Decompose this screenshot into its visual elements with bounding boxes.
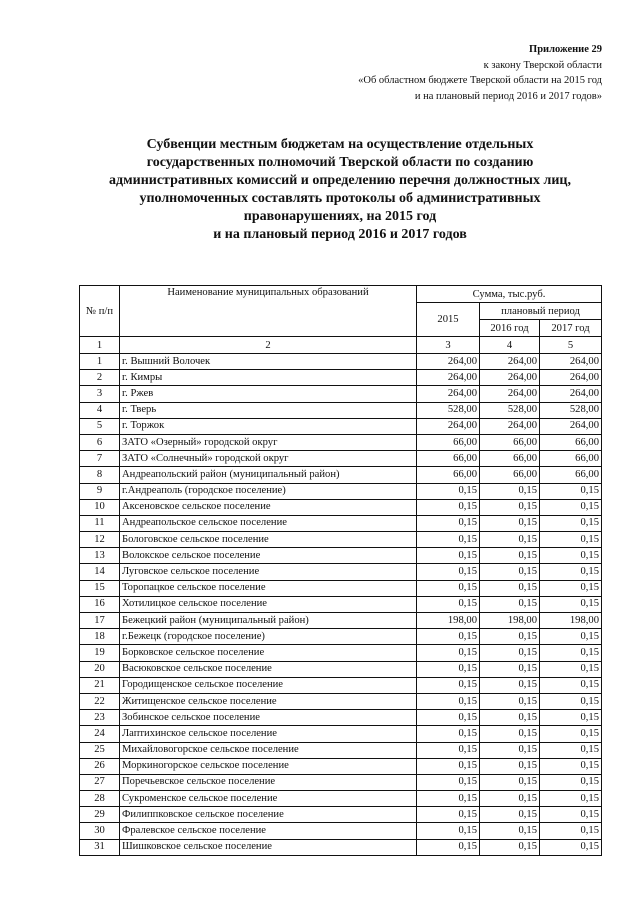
heading-line: государственных полномочий Тверской области по созданию (146, 155, 534, 170)
row-value-2016: 0,15 (480, 839, 540, 855)
row-number: 17 (80, 613, 120, 629)
row-value-2016: 264,00 (480, 386, 540, 402)
row-name: Поречьевское сельское поселение (120, 774, 417, 790)
row-value-2016: 264,00 (480, 370, 540, 386)
row-value-2016: 0,15 (480, 580, 540, 596)
row-value-2015: 0,15 (417, 596, 480, 612)
row-value-2016: 528,00 (480, 402, 540, 418)
row-value-2017: 66,00 (540, 467, 602, 483)
row-name: Лаптихинское сельское поселение (120, 726, 417, 742)
row-number: 8 (80, 467, 120, 483)
row-value-2016: 0,15 (480, 823, 540, 839)
row-name: Андреапольский район (муниципальный район) (120, 467, 417, 483)
row-value-2015: 0,15 (417, 580, 480, 596)
row-value-2016: 66,00 (480, 434, 540, 450)
row-value-2015: 0,15 (417, 726, 480, 742)
row-value-2016: 264,00 (480, 418, 540, 434)
row-number: 30 (80, 823, 120, 839)
table-row (80, 386, 602, 402)
row-name: Моркиногорское сельское поселение (120, 758, 417, 774)
row-value-2017: 0,15 (540, 726, 602, 742)
table-row (80, 402, 602, 418)
row-value-2015: 0,15 (417, 564, 480, 580)
row-number: 10 (80, 499, 120, 515)
index-cell: 3 (417, 337, 480, 354)
row-value-2017: 264,00 (540, 386, 602, 402)
row-number: 5 (80, 418, 120, 434)
row-name: ЗАТО «Озерный» городской округ (120, 434, 417, 450)
row-name: Аксеновское сельское поселение (120, 499, 417, 515)
row-value-2017: 0,15 (540, 661, 602, 677)
row-value-2017: 0,15 (540, 807, 602, 823)
row-value-2016: 0,15 (480, 548, 540, 564)
row-value-2016: 0,15 (480, 742, 540, 758)
col-header-planned: плановый период (480, 303, 602, 320)
row-value-2017: 0,15 (540, 774, 602, 790)
row-number: 13 (80, 548, 120, 564)
row-name: г. Вышний Волочек (120, 354, 417, 370)
row-name: г. Кимры (120, 370, 417, 386)
row-value-2016: 264,00 (480, 354, 540, 370)
table-row (80, 807, 602, 823)
table-row (80, 645, 602, 661)
row-value-2015: 66,00 (417, 467, 480, 483)
table-row (80, 774, 602, 790)
row-name: Зобинское сельское поселение (120, 710, 417, 726)
row-number: 19 (80, 645, 120, 661)
row-value-2017: 198,00 (540, 613, 602, 629)
row-value-2017: 264,00 (540, 418, 602, 434)
row-value-2015: 0,15 (417, 661, 480, 677)
row-name: Волокское сельское поселение (120, 548, 417, 564)
table-row (80, 758, 602, 774)
row-value-2015: 0,15 (417, 839, 480, 855)
row-number: 11 (80, 515, 120, 531)
row-number: 29 (80, 807, 120, 823)
heading-line: Субвенции местным бюджетам на осуществление отдельных (146, 137, 534, 152)
row-number: 23 (80, 710, 120, 726)
row-name: г. Торжок (120, 418, 417, 434)
row-value-2016: 0,15 (480, 596, 540, 612)
row-name: г.Андреаполь (городское поселение) (120, 483, 417, 499)
document-heading (60, 136, 620, 244)
heading-line: и на плановый период 2016 и 2017 годов (213, 227, 467, 242)
row-value-2015: 264,00 (417, 370, 480, 386)
row-name: Бологовское сельское поселение (120, 532, 417, 548)
row-name: Андреапольское сельское поселение (120, 515, 417, 531)
row-name: Васюковское сельское поселение (120, 661, 417, 677)
row-number: 1 (80, 354, 120, 370)
col-header-name: Наименование муниципальных образований (120, 286, 417, 337)
table-row (80, 434, 602, 450)
row-value-2017: 264,00 (540, 370, 602, 386)
table-row (80, 726, 602, 742)
index-row (80, 337, 602, 354)
table-row (80, 791, 602, 807)
row-value-2015: 264,00 (417, 354, 480, 370)
row-value-2015: 264,00 (417, 418, 480, 434)
row-number: 31 (80, 839, 120, 855)
row-number: 18 (80, 629, 120, 645)
table-row (80, 564, 602, 580)
row-value-2017: 66,00 (540, 451, 602, 467)
row-number: 15 (80, 580, 120, 596)
row-number: 20 (80, 661, 120, 677)
row-value-2016: 0,15 (480, 693, 540, 709)
row-name: г.Бежецк (городское поселение) (120, 629, 417, 645)
row-value-2017: 0,15 (540, 483, 602, 499)
row-value-2015: 0,15 (417, 499, 480, 515)
row-value-2015: 0,15 (417, 791, 480, 807)
col-header-num: № п/п (80, 286, 120, 337)
row-name: Борковское сельское поселение (120, 645, 417, 661)
row-value-2017: 0,15 (540, 515, 602, 531)
row-value-2015: 528,00 (417, 402, 480, 418)
table-row (80, 467, 602, 483)
row-name: г. Тверь (120, 402, 417, 418)
row-value-2016: 198,00 (480, 613, 540, 629)
row-value-2017: 0,15 (540, 693, 602, 709)
index-cell: 2 (120, 337, 417, 354)
row-value-2017: 0,15 (540, 677, 602, 693)
row-value-2015: 66,00 (417, 451, 480, 467)
row-number: 28 (80, 791, 120, 807)
row-value-2017: 0,15 (540, 548, 602, 564)
row-name: Шишковское сельское поселение (120, 839, 417, 855)
row-value-2015: 0,15 (417, 548, 480, 564)
row-value-2015: 66,00 (417, 434, 480, 450)
table-row (80, 548, 602, 564)
row-value-2015: 0,15 (417, 742, 480, 758)
row-value-2017: 0,15 (540, 645, 602, 661)
row-value-2015: 0,15 (417, 807, 480, 823)
row-value-2015: 0,15 (417, 515, 480, 531)
row-value-2017: 0,15 (540, 742, 602, 758)
row-name: Луговское сельское поселение (120, 564, 417, 580)
row-value-2017: 66,00 (540, 434, 602, 450)
table-row (80, 370, 602, 386)
row-value-2015: 264,00 (417, 386, 480, 402)
row-number: 26 (80, 758, 120, 774)
row-value-2017: 528,00 (540, 402, 602, 418)
table-row (80, 483, 602, 499)
row-value-2016: 66,00 (480, 451, 540, 467)
row-name: ЗАТО «Солнечный» городской округ (120, 451, 417, 467)
row-value-2016: 0,15 (480, 677, 540, 693)
appendix-title: Приложение 29 (529, 44, 602, 55)
row-value-2016: 0,15 (480, 807, 540, 823)
row-value-2017: 0,15 (540, 823, 602, 839)
row-value-2017: 0,15 (540, 839, 602, 855)
table-row (80, 693, 602, 709)
col-header-2017: 2017 год (540, 320, 602, 337)
row-value-2017: 0,15 (540, 580, 602, 596)
row-name: Торопацкое сельское поселение (120, 580, 417, 596)
row-value-2015: 0,15 (417, 758, 480, 774)
row-value-2016: 0,15 (480, 661, 540, 677)
col-header-sum: Сумма, тыс.руб. (417, 286, 602, 303)
table-row (80, 418, 602, 434)
row-value-2017: 0,15 (540, 499, 602, 515)
table-row (80, 499, 602, 515)
row-name: Городищенское сельское поселение (120, 677, 417, 693)
appendix-line: и на плановый период 2016 и 2017 годов» (414, 90, 602, 102)
table-row (80, 839, 602, 855)
table-row (80, 354, 602, 370)
row-number: 3 (80, 386, 120, 402)
row-value-2016: 0,15 (480, 515, 540, 531)
table-row (80, 451, 602, 467)
appendix-block (242, 42, 602, 104)
row-value-2016: 0,15 (480, 564, 540, 580)
index-cell: 5 (540, 337, 602, 354)
table-row (80, 661, 602, 677)
row-value-2015: 0,15 (417, 693, 480, 709)
row-value-2015: 0,15 (417, 629, 480, 645)
row-value-2015: 198,00 (417, 613, 480, 629)
header-row (80, 286, 602, 303)
appendix-line: «Об областном бюджете Тверской области на 2015 год (358, 75, 602, 86)
row-value-2016: 0,15 (480, 758, 540, 774)
table-row (80, 823, 602, 839)
row-name: Филиппковское сельское поселение (120, 807, 417, 823)
col-header-2015: 2015 (417, 303, 480, 337)
row-number: 12 (80, 532, 120, 548)
row-value-2017: 0,15 (540, 532, 602, 548)
table-row (80, 677, 602, 693)
heading-line: правонарушениях, на 2015 год (243, 209, 437, 224)
row-value-2015: 0,15 (417, 677, 480, 693)
row-value-2015: 0,15 (417, 483, 480, 499)
row-value-2017: 0,15 (540, 629, 602, 645)
row-value-2016: 0,15 (480, 645, 540, 661)
col-header-2016: 2016 год (480, 320, 540, 337)
row-value-2015: 0,15 (417, 710, 480, 726)
row-value-2016: 66,00 (480, 467, 540, 483)
row-value-2017: 0,15 (540, 791, 602, 807)
row-value-2017: 0,15 (540, 758, 602, 774)
row-value-2017: 0,15 (540, 564, 602, 580)
row-number: 6 (80, 434, 120, 450)
row-name: г. Ржев (120, 386, 417, 402)
subventions-table (79, 285, 602, 856)
row-value-2015: 0,15 (417, 645, 480, 661)
row-value-2015: 0,15 (417, 532, 480, 548)
table-row (80, 515, 602, 531)
row-value-2017: 264,00 (540, 354, 602, 370)
row-name: Сукроменское сельское поселение (120, 791, 417, 807)
row-value-2017: 0,15 (540, 596, 602, 612)
row-number: 9 (80, 483, 120, 499)
row-value-2016: 0,15 (480, 483, 540, 499)
row-value-2016: 0,15 (480, 629, 540, 645)
table-row (80, 532, 602, 548)
row-name: Фралевское сельское поселение (120, 823, 417, 839)
row-number: 16 (80, 596, 120, 612)
row-number: 14 (80, 564, 120, 580)
index-cell: 1 (80, 337, 120, 354)
row-name: Хотилицкое сельское поселение (120, 596, 417, 612)
row-number: 27 (80, 774, 120, 790)
table-row (80, 742, 602, 758)
table-row (80, 580, 602, 596)
table-row (80, 629, 602, 645)
heading-line: уполномоченных составлять протоколы об административных (139, 191, 541, 206)
row-number: 21 (80, 677, 120, 693)
index-cell: 4 (480, 337, 540, 354)
row-value-2016: 0,15 (480, 532, 540, 548)
row-value-2016: 0,15 (480, 499, 540, 515)
row-value-2016: 0,15 (480, 710, 540, 726)
row-value-2015: 0,15 (417, 823, 480, 839)
row-value-2015: 0,15 (417, 774, 480, 790)
table-row (80, 596, 602, 612)
row-number: 7 (80, 451, 120, 467)
row-value-2016: 0,15 (480, 791, 540, 807)
row-number: 25 (80, 742, 120, 758)
heading-line: административных комиссий и определению перечня должностных лиц, (109, 173, 571, 188)
row-name: Михайловогорское сельское поселение (120, 742, 417, 758)
row-number: 22 (80, 693, 120, 709)
row-number: 4 (80, 402, 120, 418)
row-number: 2 (80, 370, 120, 386)
row-name: Бежецкий район (муниципальный район) (120, 613, 417, 629)
table-row (80, 710, 602, 726)
table-row (80, 613, 602, 629)
row-number: 24 (80, 726, 120, 742)
row-value-2016: 0,15 (480, 774, 540, 790)
row-value-2017: 0,15 (540, 710, 602, 726)
row-name: Житищенское сельское поселение (120, 693, 417, 709)
appendix-line: к закону Тверской области (483, 59, 602, 71)
row-value-2016: 0,15 (480, 726, 540, 742)
